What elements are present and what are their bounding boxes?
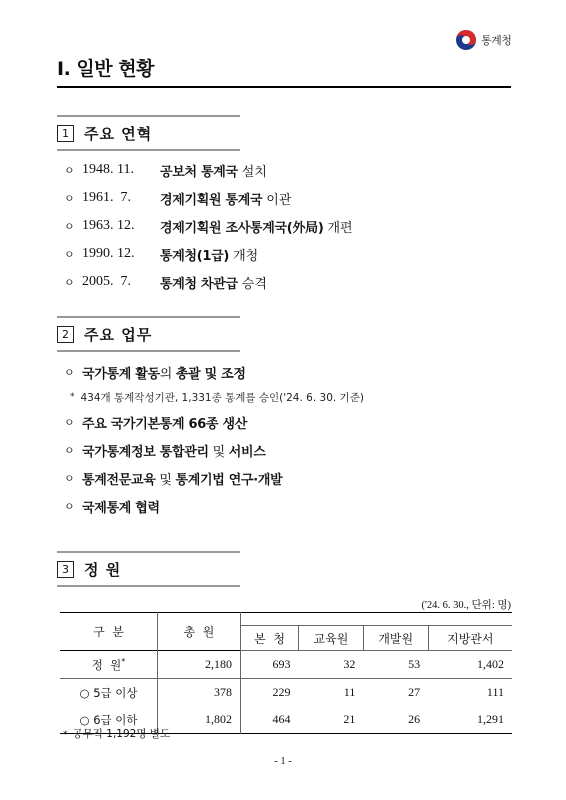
asterisk-mark: * (70, 392, 75, 402)
section-number-box: 3 (57, 561, 74, 578)
duty-note-text: 434개 통계작성기관, 1,331종 통계를 승인('24. 6. 30. 기준) (80, 391, 364, 404)
history-action: 승격 (241, 276, 267, 292)
duty-text: 의 (159, 366, 176, 382)
title-rule (57, 86, 511, 88)
history-date: 1990. 12. (82, 246, 135, 261)
list-item (64, 464, 364, 492)
history-action: 개편 (327, 220, 353, 236)
list-item (64, 408, 364, 436)
history-list (64, 156, 353, 296)
section-number-box: 2 (57, 326, 74, 343)
duty-text-bold: 국가통계정보 통합관리 (82, 444, 209, 460)
footnote-text: 공무직 1,192명 별도 (72, 728, 171, 740)
duty-text-bold: 국가통계 활동 (82, 366, 160, 382)
section-rule-bottom (57, 350, 240, 352)
section-rule-top (57, 115, 240, 117)
history-event: 공보처 통계국 (160, 164, 238, 180)
list-item (64, 240, 353, 268)
cell-dev: 26 (408, 712, 421, 726)
table-row (60, 651, 512, 679)
section-rule-bottom (57, 149, 240, 151)
duty-text-bold: 통계기법 연구·개발 (175, 472, 283, 488)
cell-hq: 693 (241, 651, 299, 679)
duty-text: 및 (155, 472, 176, 488)
cell-edu: 11 (299, 679, 364, 707)
duty-text-bold: 통계전문교육 (82, 472, 156, 488)
cell-dev: 27 (363, 679, 428, 707)
bullet: ㅇ (64, 164, 75, 177)
cell-hq: 229 (241, 679, 299, 707)
section-rule-top (57, 551, 240, 553)
bullet: ㅇ (64, 472, 75, 485)
page-title-text: Ⅰ. 일반 현황 (57, 58, 154, 80)
duty-text-bold: 총괄 및 조정 (175, 366, 246, 382)
row-label: ○ 5급 이상 (60, 679, 158, 707)
history-date: 1963. 12. (82, 218, 135, 233)
bullet: ㅇ (64, 416, 75, 429)
table-row (60, 679, 512, 707)
section-label: 정 원 (84, 560, 122, 579)
history-date: 1961. 7. (82, 190, 131, 205)
list-item (64, 436, 364, 464)
cell-edu: 21 (343, 712, 356, 726)
cell-edu: 32 (299, 651, 364, 679)
cell-regional: 1,291 (477, 712, 504, 726)
section-rule-bottom (57, 585, 240, 587)
section-duties-header (57, 316, 240, 352)
duty-text-bold: 서비스 (228, 444, 266, 460)
section-number-box: 1 (57, 125, 74, 142)
history-event: 통계청(1급) (160, 248, 230, 264)
cell-regional: 1,402 (428, 651, 512, 679)
bullet: ㅇ (64, 366, 75, 379)
history-action: 개청 (233, 248, 259, 264)
list-item (64, 156, 353, 184)
staff-table (60, 612, 512, 734)
header-hq: 본 청 (241, 626, 299, 651)
section-staff-header (57, 551, 240, 587)
history-event: 경제기획원 조사통계국(外局) (160, 220, 324, 236)
bullet: ㅇ (64, 192, 75, 205)
bullet: ㅇ (64, 500, 75, 513)
history-action: 설치 (241, 164, 267, 180)
taegeuk-logo-icon (455, 29, 477, 51)
duty-note (70, 386, 364, 408)
cell-hq: 464 (272, 712, 291, 726)
header-category: 구 분 (60, 613, 158, 651)
duty-text-bold: 주요 국가기본통계 66종 생산 (82, 416, 248, 432)
section-label: 주요 업무 (84, 325, 153, 344)
logo (455, 29, 511, 51)
cell-total: 1,802 (158, 706, 241, 734)
asterisk-mark: * (121, 656, 126, 666)
row-label (60, 651, 158, 679)
cell-total: 378 (158, 679, 241, 707)
bullet: ㅇ (64, 276, 75, 289)
list-item (64, 358, 364, 386)
list-item (64, 492, 364, 520)
row-label-text: 정 원 (91, 657, 122, 672)
table-header-row (60, 613, 512, 626)
table-footnote (63, 726, 170, 741)
duties-list (64, 358, 364, 520)
history-event: 통계청 차관급 (160, 276, 238, 292)
header-spacer (241, 613, 513, 626)
header-total: 총 원 (158, 613, 241, 651)
bullet: ㅇ (64, 220, 75, 233)
header-edu: 교육원 (299, 626, 364, 651)
section-label: 주요 연혁 (84, 124, 153, 143)
duty-text-bold: 국제통계 협력 (82, 500, 160, 516)
cell-total: 2,180 (158, 651, 241, 679)
bullet: ㅇ (64, 248, 75, 261)
section-history-header (57, 115, 240, 151)
list-item (64, 184, 353, 212)
list-item (64, 212, 353, 240)
asterisk-mark: * (63, 730, 68, 740)
history-action: 이관 (266, 192, 292, 208)
section-rule-top (57, 316, 240, 318)
cell-regional: 111 (428, 679, 512, 707)
page-number: - 1 - (274, 756, 292, 767)
row-label: ○ 6급 이하 (60, 706, 158, 734)
duty-text: 및 (208, 444, 229, 460)
header-regional: 지방관서 (428, 626, 512, 651)
page-title (57, 56, 511, 88)
table-unit-note: ('24. 6. 30., 단위: 명) (421, 600, 511, 611)
bullet: ㅇ (64, 444, 75, 457)
history-date: 1948. 11. (82, 162, 134, 177)
cell-dev: 53 (363, 651, 428, 679)
header-dev: 개발원 (363, 626, 428, 651)
list-item (64, 268, 353, 296)
history-date: 2005. 7. (82, 274, 131, 289)
history-event: 경제기획원 통계국 (160, 192, 263, 208)
logo-brand-text: 통계청 (481, 34, 512, 47)
